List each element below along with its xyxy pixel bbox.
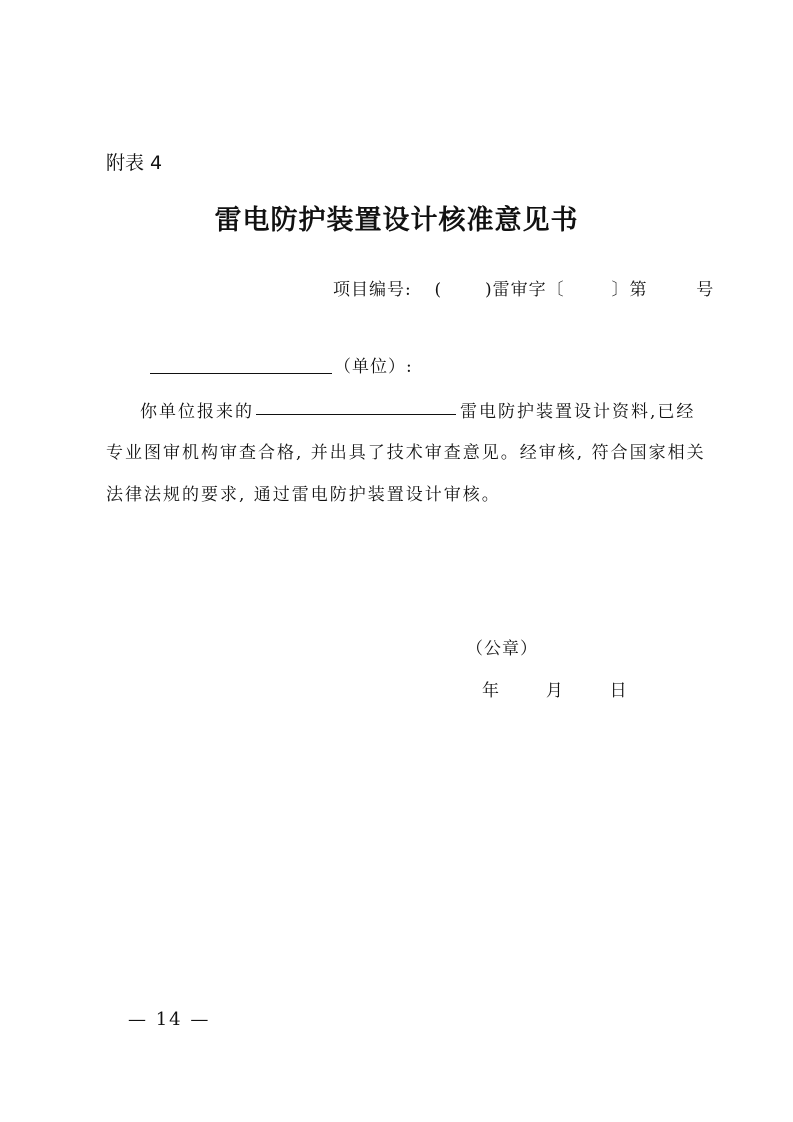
date-month: 月 — [545, 681, 563, 701]
project-number-hao: 号 — [696, 280, 715, 300]
unit-name-blank — [150, 356, 332, 374]
date-year: 年 — [482, 681, 499, 701]
date-line — [482, 676, 627, 701]
project-number-open-paren: ( — [434, 280, 443, 300]
annex-label: 附表 4 — [106, 152, 163, 174]
project-number-di: 〕第 — [611, 280, 648, 300]
document-title: 雷电防护装置设计核准意见书 — [214, 205, 579, 236]
project-name-blank — [256, 400, 456, 415]
body-line-3: 法律法规的要求, 通过雷电防护装置设计审核。 — [106, 485, 501, 505]
page-number: — 14 — — [128, 1009, 211, 1030]
project-number-line — [333, 275, 714, 300]
project-number-label: 项目编号: — [333, 280, 412, 300]
unit-label: （单位）: — [334, 357, 413, 377]
body-line-2: 专业图审机构审查合格, 并出具了技术审查意见。经审核, 符合国家相关 — [106, 443, 706, 463]
body-line-1-end: 雷电防护装置设计资料,已经 — [460, 402, 696, 422]
date-day: 日 — [609, 681, 627, 701]
body-line-1-start: 你单位报来的 — [140, 402, 254, 422]
project-number-review-prefix: )雷审字〔 — [485, 280, 565, 300]
official-seal-label: （公章） — [466, 639, 538, 659]
